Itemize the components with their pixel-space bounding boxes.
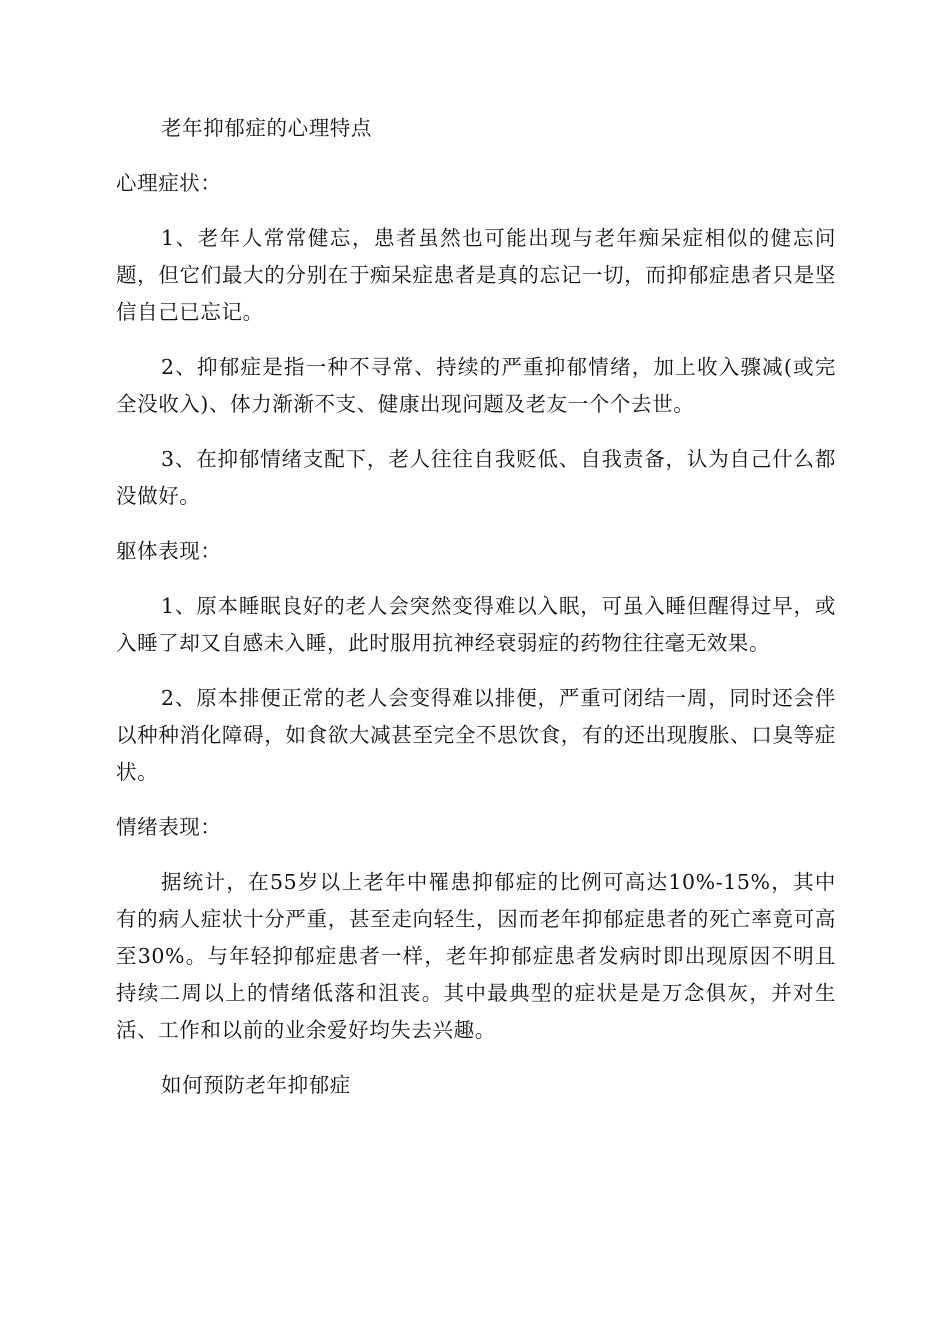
paragraph: 1、原本睡眠良好的老人会突然变得难以入眠，可虽入睡但醒得过早，或入睡了却又自感未入睡，此时服用抗神经衰弱症的药物往往毫无效果。 (116, 594, 836, 655)
paragraph: 2、原本排便正常的老人会变得难以排便，严重可闭结一周，同时还会伴以种种消化障碍，如食欲大减甚至完全不思饮食，有的还出现腹胀、口臭等症状。 (116, 686, 836, 784)
section-heading-psychological: 心理症状： (116, 171, 222, 195)
closing-heading: 如何预防老年抑郁症 (161, 1073, 351, 1097)
section-heading-emotional: 情绪表现： (116, 815, 222, 839)
paragraph: 2、抑郁症是指一种不寻常、持续的严重抑郁情绪，加上收入骤减(或完全没收入)、体力渐渐不支、健康出现问题及老友一个个去世。 (116, 355, 836, 416)
paragraph: 1、老年人常常健忘，患者虽然也可能出现与老年痴呆症相似的健忘问题，但它们最大的分别在于痴呆症患者是真的忘记一切，而抑郁症患者只是坚信自己已忘记。 (116, 226, 836, 324)
paragraph: 3、在抑郁情绪支配下，老人往往自我贬低、自我责备，认为自己什么都没做好。 (116, 447, 836, 508)
document-title: 老年抑郁症的心理特点 (161, 116, 372, 140)
paragraph: 据统计，在55岁以上老年中罹患抑郁症的比例可高达10%-15%，其中有的病人症状十分严重，甚至走向轻生，因而老年抑郁症患者的死亡率竟可高至30%。与年轻抑郁症患者一样，老年抑郁症患者发病时即出现原因不明且持续二周以上的情绪低落和沮丧。其中最典型的症状是是万念俱灰，并对生活、工作和以前的业余爱好均失去兴趣。 (116, 870, 836, 1042)
section-heading-physical: 躯体表现： (116, 539, 222, 563)
document-body (116, 110, 836, 1122)
